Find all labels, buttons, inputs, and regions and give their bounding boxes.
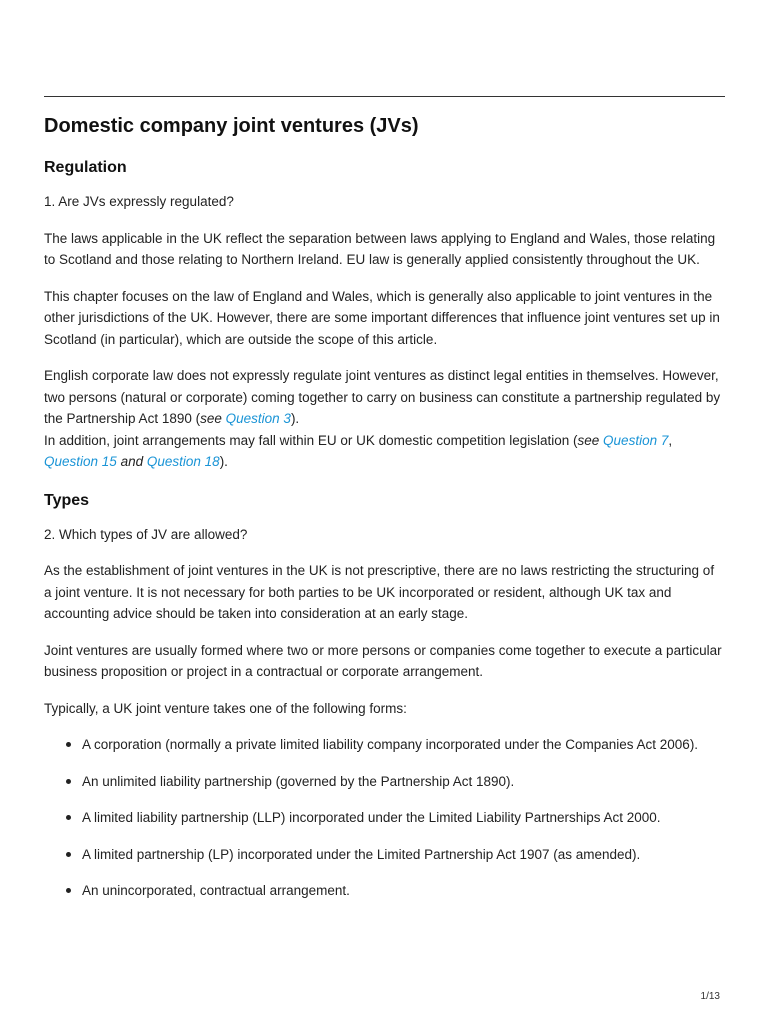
link-question-7[interactable]: Question 7 (603, 432, 669, 448)
link-question-3[interactable]: Question 3 (225, 411, 291, 426)
list-item: An unincorporated, contractual arrangement. (44, 880, 725, 902)
link-question-15[interactable]: Question 15 (44, 454, 117, 469)
regulation-heading: Regulation (44, 159, 127, 176)
list-item: A limited partnership (LP) incorporated under the Limited Partnership Act 1907 (as amended). (44, 844, 725, 866)
question-2: 2. Which types of JV are allowed? (44, 526, 248, 542)
regulation-paragraph-1: The laws applicable in the UK reflect the separation between laws applying to England and Wales, those relating to Scotland and those relating to Northern Ireland. EU law is generally applied consistently throughout the UK. (44, 230, 716, 267)
types-heading: Types (44, 491, 90, 509)
page-number: 1/13 (700, 991, 720, 1002)
jv-forms-list (44, 734, 725, 902)
types-paragraph-3: Typically, a UK joint venture takes one of the following forms: (44, 700, 407, 716)
list-item: A corporation (normally a private limited liability company incorporated under the Companies Act 2006). (44, 734, 725, 756)
and-text: and (120, 454, 144, 469)
section-title: Domestic company joint ventures (JVs) (44, 115, 419, 137)
regulation-paragraph-3-text: English corporate law does not expressly regulate joint ventures as distinct legal entities in themselves. However, two persons (natural or corporate) coming together to carry on business can constitute a partnership regulated by the Partnership Act 1890 ( (44, 368, 721, 426)
comma: , (668, 432, 673, 448)
regulation-paragraph-3 (44, 365, 725, 473)
regulation-paragraph-4-text: In addition, joint arrangements may fall within EU or UK domestic competition legislation ( (44, 432, 578, 448)
link-question-18[interactable]: Question 18 (146, 454, 220, 469)
question-1: 1. Are JVs expressly regulated? (44, 194, 234, 209)
types-paragraph-1: As the establishment of joint ventures in the UK is not prescriptive, there are no laws restricting the structuring of a joint venture. It is not necessary for both parties to be UK incorporated or resident, although UK tax and accounting advice should be taken into consideration at an early stage. (44, 563, 715, 621)
see-text: see (577, 432, 600, 448)
close-paren: ). (290, 411, 300, 426)
close-paren: ). (219, 454, 228, 469)
types-paragraph-2: Joint ventures are usually formed where two or more persons or companies come together to execute a particular business proposition or project in a contractual or corporate arrangement. (44, 642, 722, 679)
see-text: see (200, 411, 222, 426)
list-item: An unlimited liability partnership (governed by the Partnership Act 1890). (44, 771, 725, 793)
top-divider (44, 96, 725, 97)
article-content (44, 112, 725, 902)
list-item: A limited liability partnership (LLP) incorporated under the Limited Liability Partnerships Act 2000. (44, 807, 725, 829)
regulation-paragraph-2: This chapter focuses on the law of England and Wales, which is generally also applicable to joint ventures in the other jurisdictions of the UK. However, there are some important differences that influence joint ventures set up in Scotland (in particular), which are outside the scope of this article. (44, 288, 720, 347)
